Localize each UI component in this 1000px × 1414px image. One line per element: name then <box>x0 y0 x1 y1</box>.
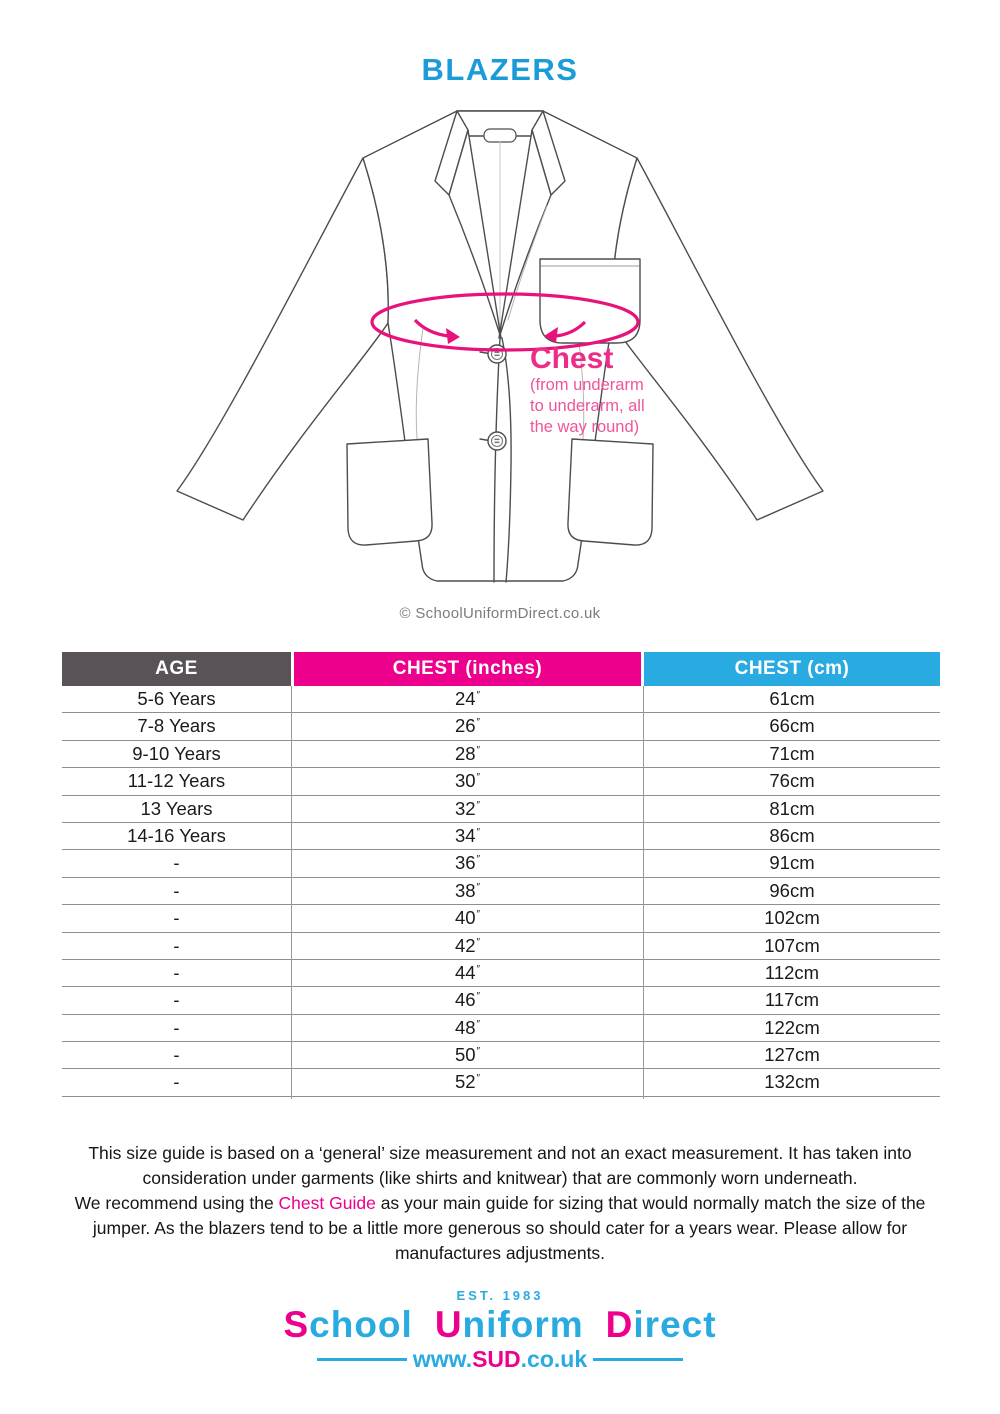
footnote-p2-before: We recommend using the <box>74 1192 279 1213</box>
logo-word-uniform <box>435 1304 584 1346</box>
chest-cm-cell: 117cm <box>764 989 820 1011</box>
chest-inches-cell <box>291 850 644 880</box>
inch-mark: ″ <box>476 936 481 948</box>
patch-pocket-right <box>568 439 653 545</box>
chest-cm-cell: 102cm <box>764 907 820 929</box>
header-age: AGE <box>62 652 291 686</box>
logo-word-school <box>283 1304 412 1346</box>
chest-inches-value: 36 <box>454 852 476 874</box>
chest-inches-cell <box>291 713 644 743</box>
chest-cm-cell: 91cm <box>769 852 815 874</box>
footnote-p2-after: as your main guide for sizing that would normally match the size of the jumper. As the blazers tend to be a little more generous so should cater for a years wear. Please allow for manufactures adjustments. <box>92 1192 926 1263</box>
logo-initial: D <box>605 1303 634 1345</box>
age-cell: - <box>173 989 180 1011</box>
logo-url <box>0 1346 1000 1373</box>
size-table <box>62 652 940 1097</box>
chest-inches-cell <box>291 987 644 1017</box>
logo-established: EST. 1983 <box>456 1287 544 1303</box>
chest-inches-value: 32 <box>454 797 476 819</box>
chest-cm-cell: 66cm <box>769 715 815 737</box>
url-sud: SUD <box>472 1345 521 1372</box>
logo-rest: irect <box>633 1303 717 1345</box>
logo-rest: chool <box>309 1303 413 1345</box>
chest-cm-cell: 112cm <box>764 961 820 983</box>
chest-cm-cell: 81cm <box>769 797 815 819</box>
chest-inches-cell <box>291 823 644 853</box>
inch-mark: ″ <box>476 854 481 866</box>
header-chest-cm: CHEST (cm) <box>644 652 940 686</box>
age-cell: - <box>173 1016 180 1038</box>
table-row <box>62 878 940 905</box>
logo-initial: S <box>283 1303 310 1345</box>
blazer-drawing <box>165 96 835 596</box>
chest-inches-value: 38 <box>454 879 476 901</box>
chest-inches-value: 50 <box>454 1044 476 1066</box>
chest-inches-value: 44 <box>454 961 476 983</box>
chest-inches-value: 28 <box>454 742 476 764</box>
age-cell: 9-10 Years <box>132 742 221 764</box>
chest-inches-value: 34 <box>454 824 476 846</box>
inch-mark: ″ <box>476 826 481 838</box>
copyright-line: © SchoolUniformDirect.co.uk <box>399 605 601 622</box>
table-row <box>62 933 940 960</box>
table-row <box>62 1069 940 1096</box>
inch-mark: ″ <box>476 744 481 756</box>
table-row <box>62 823 940 850</box>
chest-inches-value: 24 <box>454 688 476 709</box>
chest-sub-line2: to underarm, all <box>530 397 645 415</box>
logo-initial: U <box>434 1303 463 1345</box>
age-cell: - <box>173 934 180 956</box>
chest-inches-value: 46 <box>454 989 476 1011</box>
inch-mark: ″ <box>476 963 481 975</box>
hanger-loop <box>484 129 516 142</box>
table-row <box>62 713 940 740</box>
chest-cm-cell: 107cm <box>764 934 820 956</box>
footnote-paragraph-1: This size guide is based on a ‘general’ size measurement and not an exact measurement. It has taken into consideration under garments (like shirts and knitwear) that are commonly worn underneath. <box>88 1142 912 1188</box>
table-row <box>62 850 940 877</box>
logo-word-direct <box>606 1304 717 1346</box>
chest-inches-cell <box>291 960 644 990</box>
footnote-paragraph-2 <box>44 1191 956 1266</box>
inch-mark: ″ <box>476 772 481 784</box>
footnote <box>44 1141 956 1266</box>
table-row <box>62 796 940 823</box>
chest-inches-cell <box>291 741 644 771</box>
inch-mark: ″ <box>476 1018 481 1030</box>
inch-mark: ″ <box>476 717 481 729</box>
inch-mark: ″ <box>476 991 481 1003</box>
table-row <box>62 686 940 713</box>
inch-mark: ″ <box>476 909 481 921</box>
header-chest-inches: CHEST (inches) <box>291 652 644 686</box>
age-cell: - <box>173 907 180 929</box>
chest-cm-cell: 132cm <box>764 1071 820 1093</box>
chest-inches-value: 42 <box>454 934 476 956</box>
page-title: BLAZERS <box>421 52 579 87</box>
chest-inches-cell <box>291 1069 644 1099</box>
chest-inches-value: 48 <box>454 1016 476 1038</box>
url-www: www. <box>412 1345 473 1372</box>
table-row <box>62 987 940 1014</box>
age-cell: 11-12 Years <box>127 770 226 792</box>
chest-inches-cell <box>291 1015 644 1045</box>
chest-inches-cell <box>291 686 644 716</box>
age-cell: - <box>173 852 180 874</box>
chest-inches-value: 26 <box>454 715 476 737</box>
age-cell: - <box>173 1071 180 1093</box>
brand-logo <box>0 1288 1000 1373</box>
chest-inches-value: 30 <box>454 770 476 792</box>
logo-divider-left <box>317 1358 407 1361</box>
age-cell: 13 Years <box>140 797 213 819</box>
chest-inches-value: 40 <box>454 907 476 929</box>
table-row <box>62 960 940 987</box>
chest-inches-value: 52 <box>454 1071 476 1093</box>
age-cell: 7-8 Years <box>137 715 216 737</box>
chest-inches-cell <box>291 796 644 826</box>
chest-sub-line1: (from underarm <box>530 376 644 394</box>
chest-guide-highlight: Chest Guide <box>278 1192 376 1213</box>
chest-inches-cell <box>291 878 644 908</box>
age-cell: - <box>173 879 180 901</box>
url-couk: .co.uk <box>520 1345 588 1372</box>
chest-inches-cell <box>291 905 644 935</box>
age-cell: 14-16 Years <box>127 824 226 846</box>
table-row <box>62 905 940 932</box>
chest-sub-line3: the way round) <box>530 418 640 436</box>
table-header-row <box>62 652 940 686</box>
chest-inches-cell <box>291 768 644 798</box>
chest-inches-cell <box>291 933 644 963</box>
chest-inches-cell <box>291 1042 644 1072</box>
inch-mark: ″ <box>476 881 481 893</box>
table-row <box>62 741 940 768</box>
logo-divider-right <box>593 1358 683 1361</box>
table-row <box>62 768 940 795</box>
chest-label: Chest <box>530 342 614 375</box>
chest-cm-cell: 61cm <box>769 688 815 709</box>
logo-wordmark <box>0 1304 1000 1346</box>
patch-pocket-left <box>347 439 432 545</box>
chest-cm-cell: 122cm <box>764 1016 820 1038</box>
age-cell: - <box>173 961 180 983</box>
inch-mark: ″ <box>476 799 481 811</box>
inch-mark: ″ <box>476 1073 481 1085</box>
logo-rest: niform <box>462 1303 584 1345</box>
table-row <box>62 1042 940 1069</box>
chest-cm-cell: 76cm <box>769 770 815 792</box>
inch-mark: ″ <box>476 1046 481 1058</box>
age-cell: 5-6 Years <box>137 688 216 709</box>
blazer-diagram <box>165 96 835 601</box>
chest-cm-cell: 86cm <box>769 824 815 846</box>
inch-mark: ″ <box>476 690 481 701</box>
table-row <box>62 1015 940 1042</box>
chest-cm-cell: 127cm <box>764 1044 820 1066</box>
chest-cm-cell: 96cm <box>769 879 815 901</box>
age-cell: - <box>173 1044 180 1066</box>
chest-cm-cell: 71cm <box>769 742 815 764</box>
